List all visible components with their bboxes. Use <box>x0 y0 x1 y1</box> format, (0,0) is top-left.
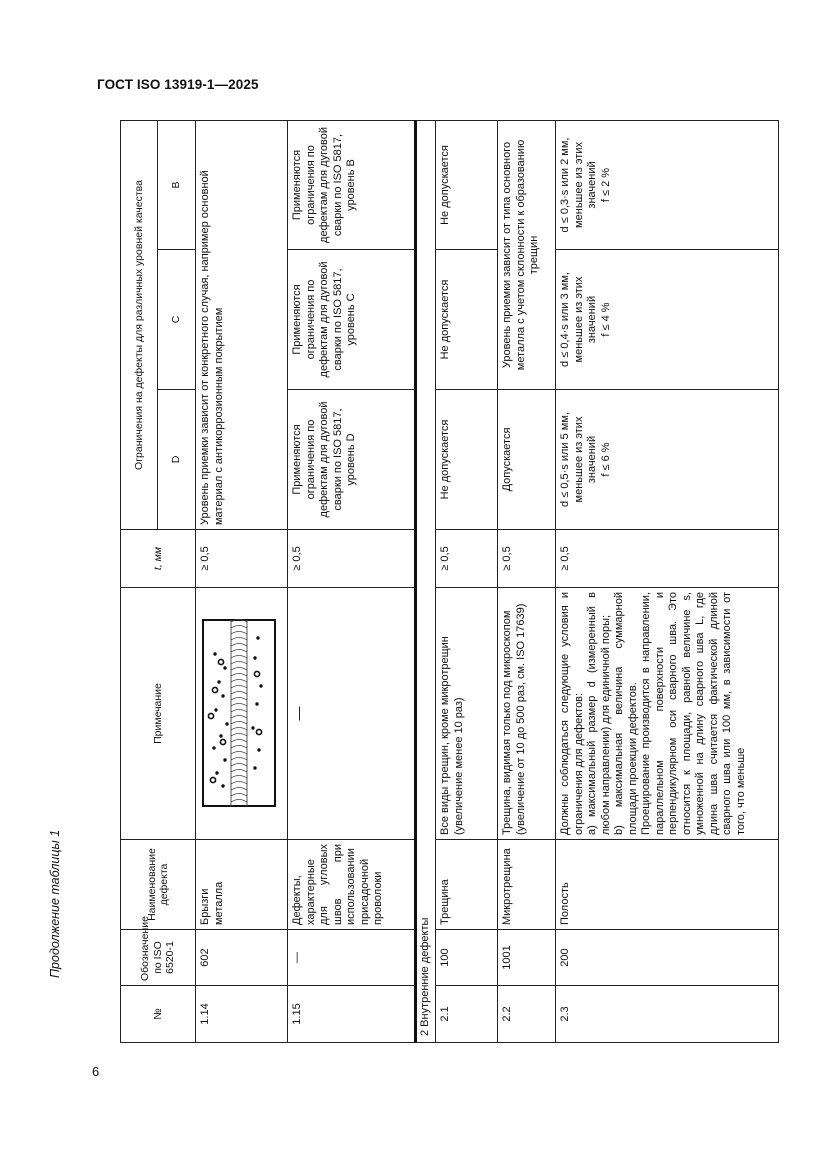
header-t: t, мм <box>121 530 196 588</box>
row-defect-name: Микротрещина <box>498 840 556 930</box>
note-line: b) максимальная величина суммарной площади проекции дефектов. <box>613 592 639 835</box>
spatter-dot <box>212 747 215 750</box>
page-number: 6 <box>92 1064 100 1079</box>
row-defect-name: Брызги металла <box>196 840 288 930</box>
spatter-dot <box>255 703 258 706</box>
table-row <box>498 120 556 1042</box>
row-level-cb: Уровень приемки зависит от типа основного металла с учетом склонности к образованию трещин <box>498 120 556 389</box>
row-designation: 100 <box>436 930 498 986</box>
spatter-dot <box>256 637 259 640</box>
row-note <box>556 588 779 840</box>
row-designation: 200 <box>556 930 779 986</box>
table-row <box>196 120 288 1042</box>
row-level-d: Применяются ограничения по дефектам для дуговой сварки по ISO 5817, уровень D <box>288 390 416 530</box>
header-no: № <box>121 986 196 1043</box>
row-t: ≥ 0,5 <box>436 530 498 588</box>
row-level-d: Не допускается <box>436 390 498 530</box>
row-note: Все виды трещин, кроме микротрещин (увеличение менее 10 раз) <box>436 588 498 840</box>
row-designation: 602 <box>196 930 288 986</box>
spatter-dot <box>257 749 260 752</box>
table-row <box>556 120 779 1042</box>
spatter-dot <box>221 785 224 788</box>
table-row <box>436 120 498 1042</box>
row-level-c <box>556 250 779 390</box>
note-line: Проецирование производится в направлении, параллельном поверхности и перпендикулярном оси сварного шва. Это относится к площади, равной величине s, умноженной на длину сварного шва L, где длина шва считается фактической длиной сварного шва или 100 мм, в зависимости от того, что меньше <box>640 592 747 835</box>
row-t: ≥ 0,5 <box>498 530 556 588</box>
row-level-d <box>556 390 779 530</box>
row-t: ≥ 0,5 <box>288 530 416 588</box>
spatter-dot <box>221 695 224 698</box>
row-no: 2.2 <box>498 986 556 1043</box>
section-title: 2 Внутренние дефекты <box>416 120 436 1042</box>
row-level-c: Применяются ограничения по дефектам для дуговой сварки по ISO 5817, уровень C <box>288 250 416 390</box>
level-c-size: d ≤ 0,4·s или 3 мм, меньшее из этих значений <box>559 272 598 367</box>
spatter-dot <box>253 767 256 770</box>
header-defect-name: Наименование дефекта <box>121 840 196 930</box>
spatter-dot <box>223 667 226 670</box>
level-b-area: f ≤ 2 % <box>599 167 612 203</box>
row-note-figure <box>196 588 288 840</box>
header-level-d: D <box>158 390 196 530</box>
spatter-weld-figure <box>201 619 277 809</box>
row-defect-name: Дефекты, характерные для угловых швов при использовании присадочной проволоки <box>288 840 416 930</box>
spatter-dot <box>215 772 218 775</box>
note-line: a) максимальный размер d (измеренный в любом направлении) для единичной поры; <box>586 592 612 835</box>
spatter-dot <box>259 685 262 688</box>
header-note: Примечание <box>121 588 196 840</box>
spatter-dot <box>223 759 226 762</box>
spatter-dot <box>251 727 254 730</box>
spatter-dot <box>214 709 217 712</box>
level-b-size: d ≤ 0,3·s или 2 мм, меньшее из этих значений <box>559 137 598 233</box>
spatter-dot <box>253 657 256 660</box>
row-level-d: Допускается <box>498 390 556 530</box>
defects-table <box>120 120 779 1043</box>
header-limits: Ограничения на дефекты для различных уровней качества <box>121 120 158 529</box>
row-no: 2.3 <box>556 986 779 1043</box>
row-merged-limit: Уровень приемки зависит от конкретного случая, например основной материал с антикоррозионным покрытием <box>196 120 288 529</box>
row-note: Трещина, видимая только под микроскопом (увеличение от 10 до 500 раз, см. ISO 17639) <box>498 588 556 840</box>
section-row <box>416 120 436 1042</box>
row-defect-name: Полость <box>556 840 779 930</box>
note-line: Должны соблюдаться следующие условия и ограничения для дефектов: <box>559 592 585 835</box>
spatter-dot <box>219 735 222 738</box>
row-defect-name: Трещина <box>436 840 498 930</box>
row-no: 1.14 <box>196 986 288 1043</box>
header-level-c: C <box>158 250 196 390</box>
row-t: ≥ 0,5 <box>196 530 288 588</box>
row-t: ≥ 0,5 <box>556 530 779 588</box>
row-level-b: Не допускается <box>436 120 498 249</box>
row-designation: 1001 <box>498 930 556 986</box>
table-continuation-label: Продолжение таблицы 1 <box>48 829 62 978</box>
level-d-area: f ≤ 6 % <box>599 442 612 477</box>
row-no: 2.1 <box>436 986 498 1043</box>
row-level-c: Не допускается <box>436 250 498 390</box>
level-c-area: f ≤ 4 % <box>599 302 612 337</box>
document-header: ГОСТ ISO 13919-1—2025 <box>97 77 259 92</box>
row-note: — <box>288 588 416 840</box>
spatter-dot <box>217 681 220 684</box>
spatter-dot <box>225 723 228 726</box>
header-level-b: B <box>158 120 196 249</box>
row-level-b <box>556 120 779 249</box>
rotated-table-container <box>120 121 778 1043</box>
row-level-b: Применяются ограничения по дефектам для дуговой сварки по ISO 5817, уровень B <box>288 120 416 249</box>
row-no: 1.15 <box>288 986 416 1043</box>
level-d-size: d ≤ 0,5·s или 5 мм, меньшее из этих значений <box>559 412 598 507</box>
header-designation: Обозначение по ISO 6520-1 <box>121 930 196 986</box>
row-designation: — <box>288 930 416 986</box>
table-row <box>288 120 416 1042</box>
spatter-dot <box>213 653 216 656</box>
